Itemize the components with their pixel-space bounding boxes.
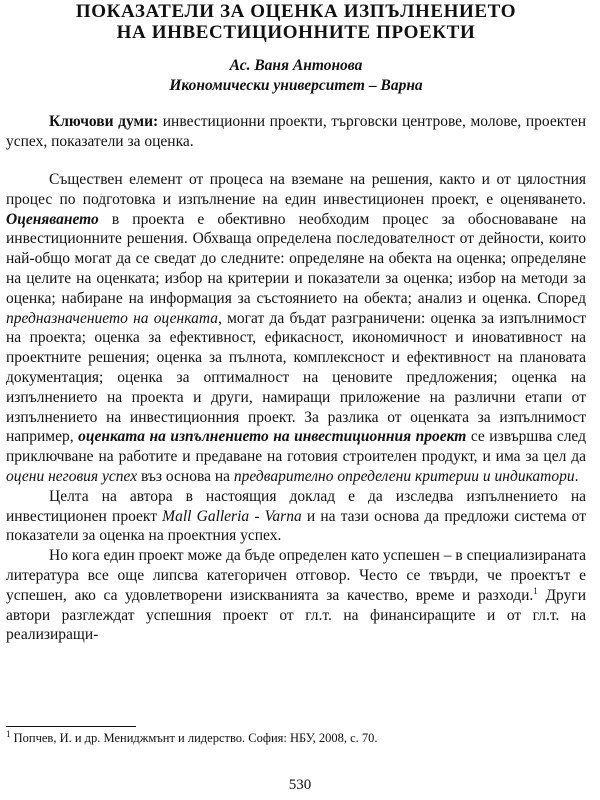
keywords-text: инвестиционни проекти, търговски центрове, молове, проектен успех, показатели за оценка. <box>6 113 586 150</box>
p3-text-1: Но кога един проект може да бъде определен като успешен – в специализираната литература все още липсва категоричен отговор. Често се твърди, че проектът е успешен, ако са удовлетворени изискванията за качество, време и разходи. <box>6 547 586 604</box>
p1-text-1: Съществен елемент от процеса на вземане на решения, както и от цялостния процес по подготовка и изпълнение на един инвестиционен проект, е оценяването. <box>6 171 586 208</box>
p1-emphasis-1: Оценяването <box>6 210 99 228</box>
paragraph-2 <box>6 487 586 546</box>
title-line-2: НА ИНВЕСТИЦИОННИТЕ ПРОЕКТИ <box>116 22 476 43</box>
p2-text-2: и на тази основа да предложи система от показатели за оценка на проектния успех. <box>6 507 586 545</box>
footnote-reference[interactable]: 1 <box>533 585 538 596</box>
p1-italic-1: предназначението на оценката <box>6 309 218 327</box>
keywords-label: Ключови думи: <box>49 113 159 130</box>
p1-text-6: . <box>574 467 579 485</box>
p3-text-2: Други автори разглеждат успешния проект от гл.т. на финансиращите и от гл.т. на реализиращи- <box>6 586 586 644</box>
footnote-mark: 1 <box>6 728 11 739</box>
p1-text-3: , могат да бъдат разграничени: оценка за изпълнимост на проекта; оценка за ефективност, ефикасност, икономичност и иновативност на проектните решения; оценка за пълнота, комплексност и ефективност на плановата документация; оценка за оптималност на ценовите предложения; оценка на изпълнението на проекта и други, намиращи приложение на различни етапи от изпълнението на инвестиционния проект. За разлика от оценката за изпълнимост например, <box>6 309 587 446</box>
author-affiliation: Икономически университет – Варна <box>169 77 423 94</box>
p1-text-4: се извършва след приключване на работите и предаване на готовия строителен продукт, и има за цел да <box>6 428 586 466</box>
p1-italic-3: предварително определени критерии и индикатори <box>233 467 575 485</box>
keywords <box>6 112 586 152</box>
p2-italic-1: Mall Galleria - Varna <box>162 507 302 525</box>
footnote <box>6 728 586 746</box>
body-text <box>6 170 586 645</box>
paper-title <box>6 0 586 43</box>
p2-text-1: Целта на автора в настоящия доклад е да изследва изпълнението на инвестиционен проект <box>6 487 586 525</box>
title-line-1: ПОКАЗАТЕЛИ ЗА ОЦЕНКА ИЗПЪЛНЕНИЕТО <box>75 1 517 22</box>
footnote-divider <box>6 726 136 727</box>
p1-text-5: въз основа на <box>137 467 234 485</box>
p1-text-2: в проекта е обективно необходим процес за обосноваване на инвестиционните решения. Обхваща определена последователност от дейности, които най-общо могат да се сведат до следните: определяне на обекта на оценка; определяне на целите на оценката; избор на критерии и показатели за оценка; избор на методи за оценка; набиране на информация за състоянието на обекта; анализ и оценка. Според <box>6 210 586 307</box>
author-block <box>6 56 586 96</box>
paragraph-1 <box>6 170 586 487</box>
p1-emphasis-2: оценката на изпълнението на инвестиционния проект <box>78 428 467 446</box>
footnote-text: Попчев, И. и др. Мениджмънт и лидерство. София: НБУ, 2008, с. 70. <box>10 731 378 745</box>
paragraph-3 <box>6 546 586 645</box>
page-number: 530 <box>288 777 312 793</box>
p1-italic-2: оцени неговия успех <box>6 467 138 485</box>
author-name: Ас. Ваня Антонова <box>229 57 363 74</box>
